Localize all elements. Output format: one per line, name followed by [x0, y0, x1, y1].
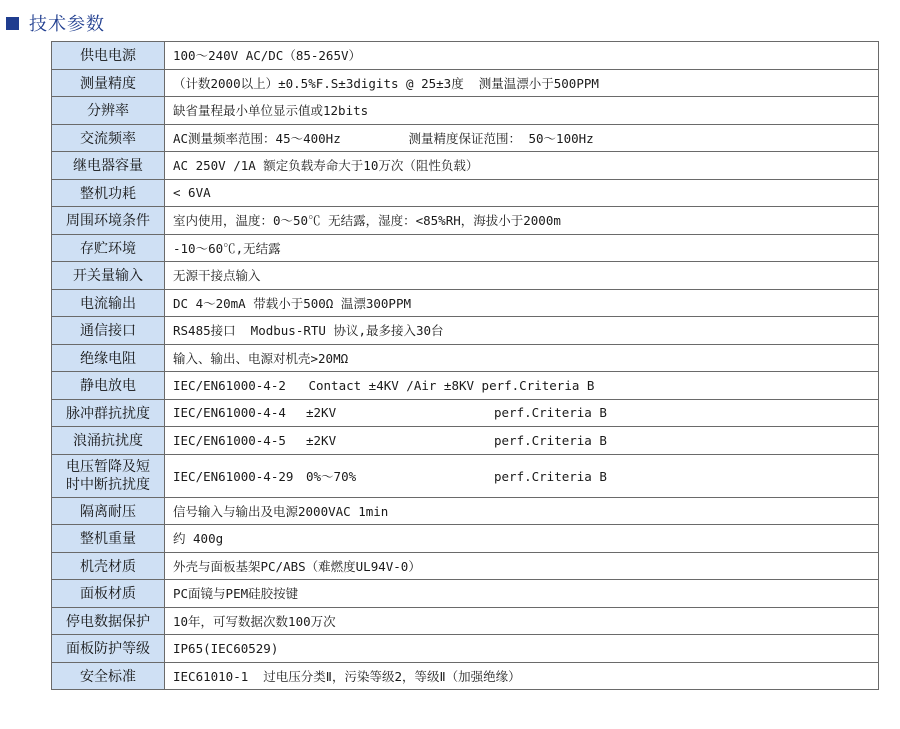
level-cell: ±2KV: [306, 405, 337, 421]
row-value: 缺省量程最小单位显示值或12bits: [165, 97, 879, 125]
table-row: [52, 372, 879, 400]
table-row: [52, 317, 879, 345]
row-value: [165, 427, 879, 455]
row-label: 整机功耗: [52, 179, 165, 207]
row-label: 面板材质: [52, 580, 165, 608]
row-value: 100～240V AC/DC（85-265V）: [165, 42, 879, 70]
level-cell: ±2KV: [306, 432, 337, 448]
row-label: 隔离耐压: [52, 497, 165, 525]
square-bullet-icon: [6, 17, 19, 30]
row-label: 浪涌抗扰度: [52, 427, 165, 455]
table-row: [52, 454, 879, 497]
row-label-line2: 时中断抗扰度: [66, 476, 150, 493]
standard-cell: IEC/EN61000-4-4: [173, 405, 286, 421]
level-cell: 0%～70%: [306, 468, 357, 484]
row-label: 周围环境条件: [52, 207, 165, 235]
row-value: IP65(IEC60529): [165, 635, 879, 663]
row-value: IEC61010-1 过电压分类Ⅱ，污染等级2，等级Ⅱ（加强绝缘）: [165, 662, 879, 690]
table-row: [52, 497, 879, 525]
criteria-cell: perf.Criteria B: [494, 432, 607, 448]
row-value: AC 250V /1A 额定负载寿命大于10万次（阻性负载）: [165, 152, 879, 180]
row-label: 面板防护等级: [52, 635, 165, 663]
table-row: [52, 69, 879, 97]
table-row: [52, 152, 879, 180]
table-row: [52, 552, 879, 580]
row-label: 绝缘电阻: [52, 344, 165, 372]
row-label: 供电电源: [52, 42, 165, 70]
criteria-cell: perf.Criteria B: [494, 405, 607, 421]
row-value: IEC/EN61000-4-2 Contact ±4KV /Air ±8KV perf.Criteria B: [165, 372, 879, 400]
standard-cell: IEC/EN61000-4-5: [173, 432, 286, 448]
row-label: [52, 454, 165, 497]
row-label: 整机重量: [52, 525, 165, 553]
row-value: DC 4～20mA 带载小于500Ω 温漂300PPM: [165, 289, 879, 317]
section-heading: [6, 8, 105, 38]
table-row: [52, 635, 879, 663]
row-value: 室内使用，温度：0～50℃ 无结露，湿度：<85%RH，海拔小于2000m: [165, 207, 879, 235]
row-label: 机壳材质: [52, 552, 165, 580]
table-row: [52, 234, 879, 262]
table-row: [52, 525, 879, 553]
row-value: [165, 454, 879, 497]
row-value: 输入、输出、电源对机壳>20MΩ: [165, 344, 879, 372]
row-value: RS485接口 Modbus-RTU 协议,最多接入30台: [165, 317, 879, 345]
criteria-cell: perf.Criteria B: [494, 468, 607, 484]
table-row: [52, 607, 879, 635]
row-label: 安全标准: [52, 662, 165, 690]
row-label: 交流频率: [52, 124, 165, 152]
row-value: 约 400g: [165, 525, 879, 553]
table-row: [52, 207, 879, 235]
row-value: -10～60℃,无结露: [165, 234, 879, 262]
table-row: [52, 427, 879, 455]
row-value: 无源干接点输入: [165, 262, 879, 290]
spec-table: [51, 41, 879, 690]
row-label: 测量精度: [52, 69, 165, 97]
table-row: [52, 289, 879, 317]
table-row: [52, 662, 879, 690]
row-value: [165, 399, 879, 427]
row-label: 存贮环境: [52, 234, 165, 262]
row-label: 分辨率: [52, 97, 165, 125]
section-title: 技术参数: [29, 14, 105, 35]
standard-cell: IEC/EN61000-4-29: [173, 468, 294, 484]
row-value: PC面镜与PEM硅胶按键: [165, 580, 879, 608]
table-row: [52, 399, 879, 427]
table-row: [52, 262, 879, 290]
row-label: 继电器容量: [52, 152, 165, 180]
row-value: AC测量频率范围：45～400Hz 测量精度保证范围： 50～100Hz: [165, 124, 879, 152]
row-label-line1: 电压暂降及短: [66, 458, 150, 475]
row-value: 外壳与面板基架PC/ABS（难燃度UL94V-0）: [165, 552, 879, 580]
row-value: 10年，可写数据次数100万次: [165, 607, 879, 635]
row-label: 脉冲群抗扰度: [52, 399, 165, 427]
table-row: [52, 97, 879, 125]
row-label: 开关量输入: [52, 262, 165, 290]
row-label: 电流输出: [52, 289, 165, 317]
table-row: [52, 344, 879, 372]
table-row: [52, 124, 879, 152]
row-value: （计数2000以上）±0.5%F.S±3digits @ 25±3度 测量温漂小于500PPM: [165, 69, 879, 97]
row-value: < 6VA: [165, 179, 879, 207]
row-label: 停电数据保护: [52, 607, 165, 635]
row-value: 信号输入与输出及电源2000VAC 1min: [165, 497, 879, 525]
table-row: [52, 42, 879, 70]
table-row: [52, 580, 879, 608]
table-row: [52, 179, 879, 207]
row-label: 通信接口: [52, 317, 165, 345]
row-label: 静电放电: [52, 372, 165, 400]
